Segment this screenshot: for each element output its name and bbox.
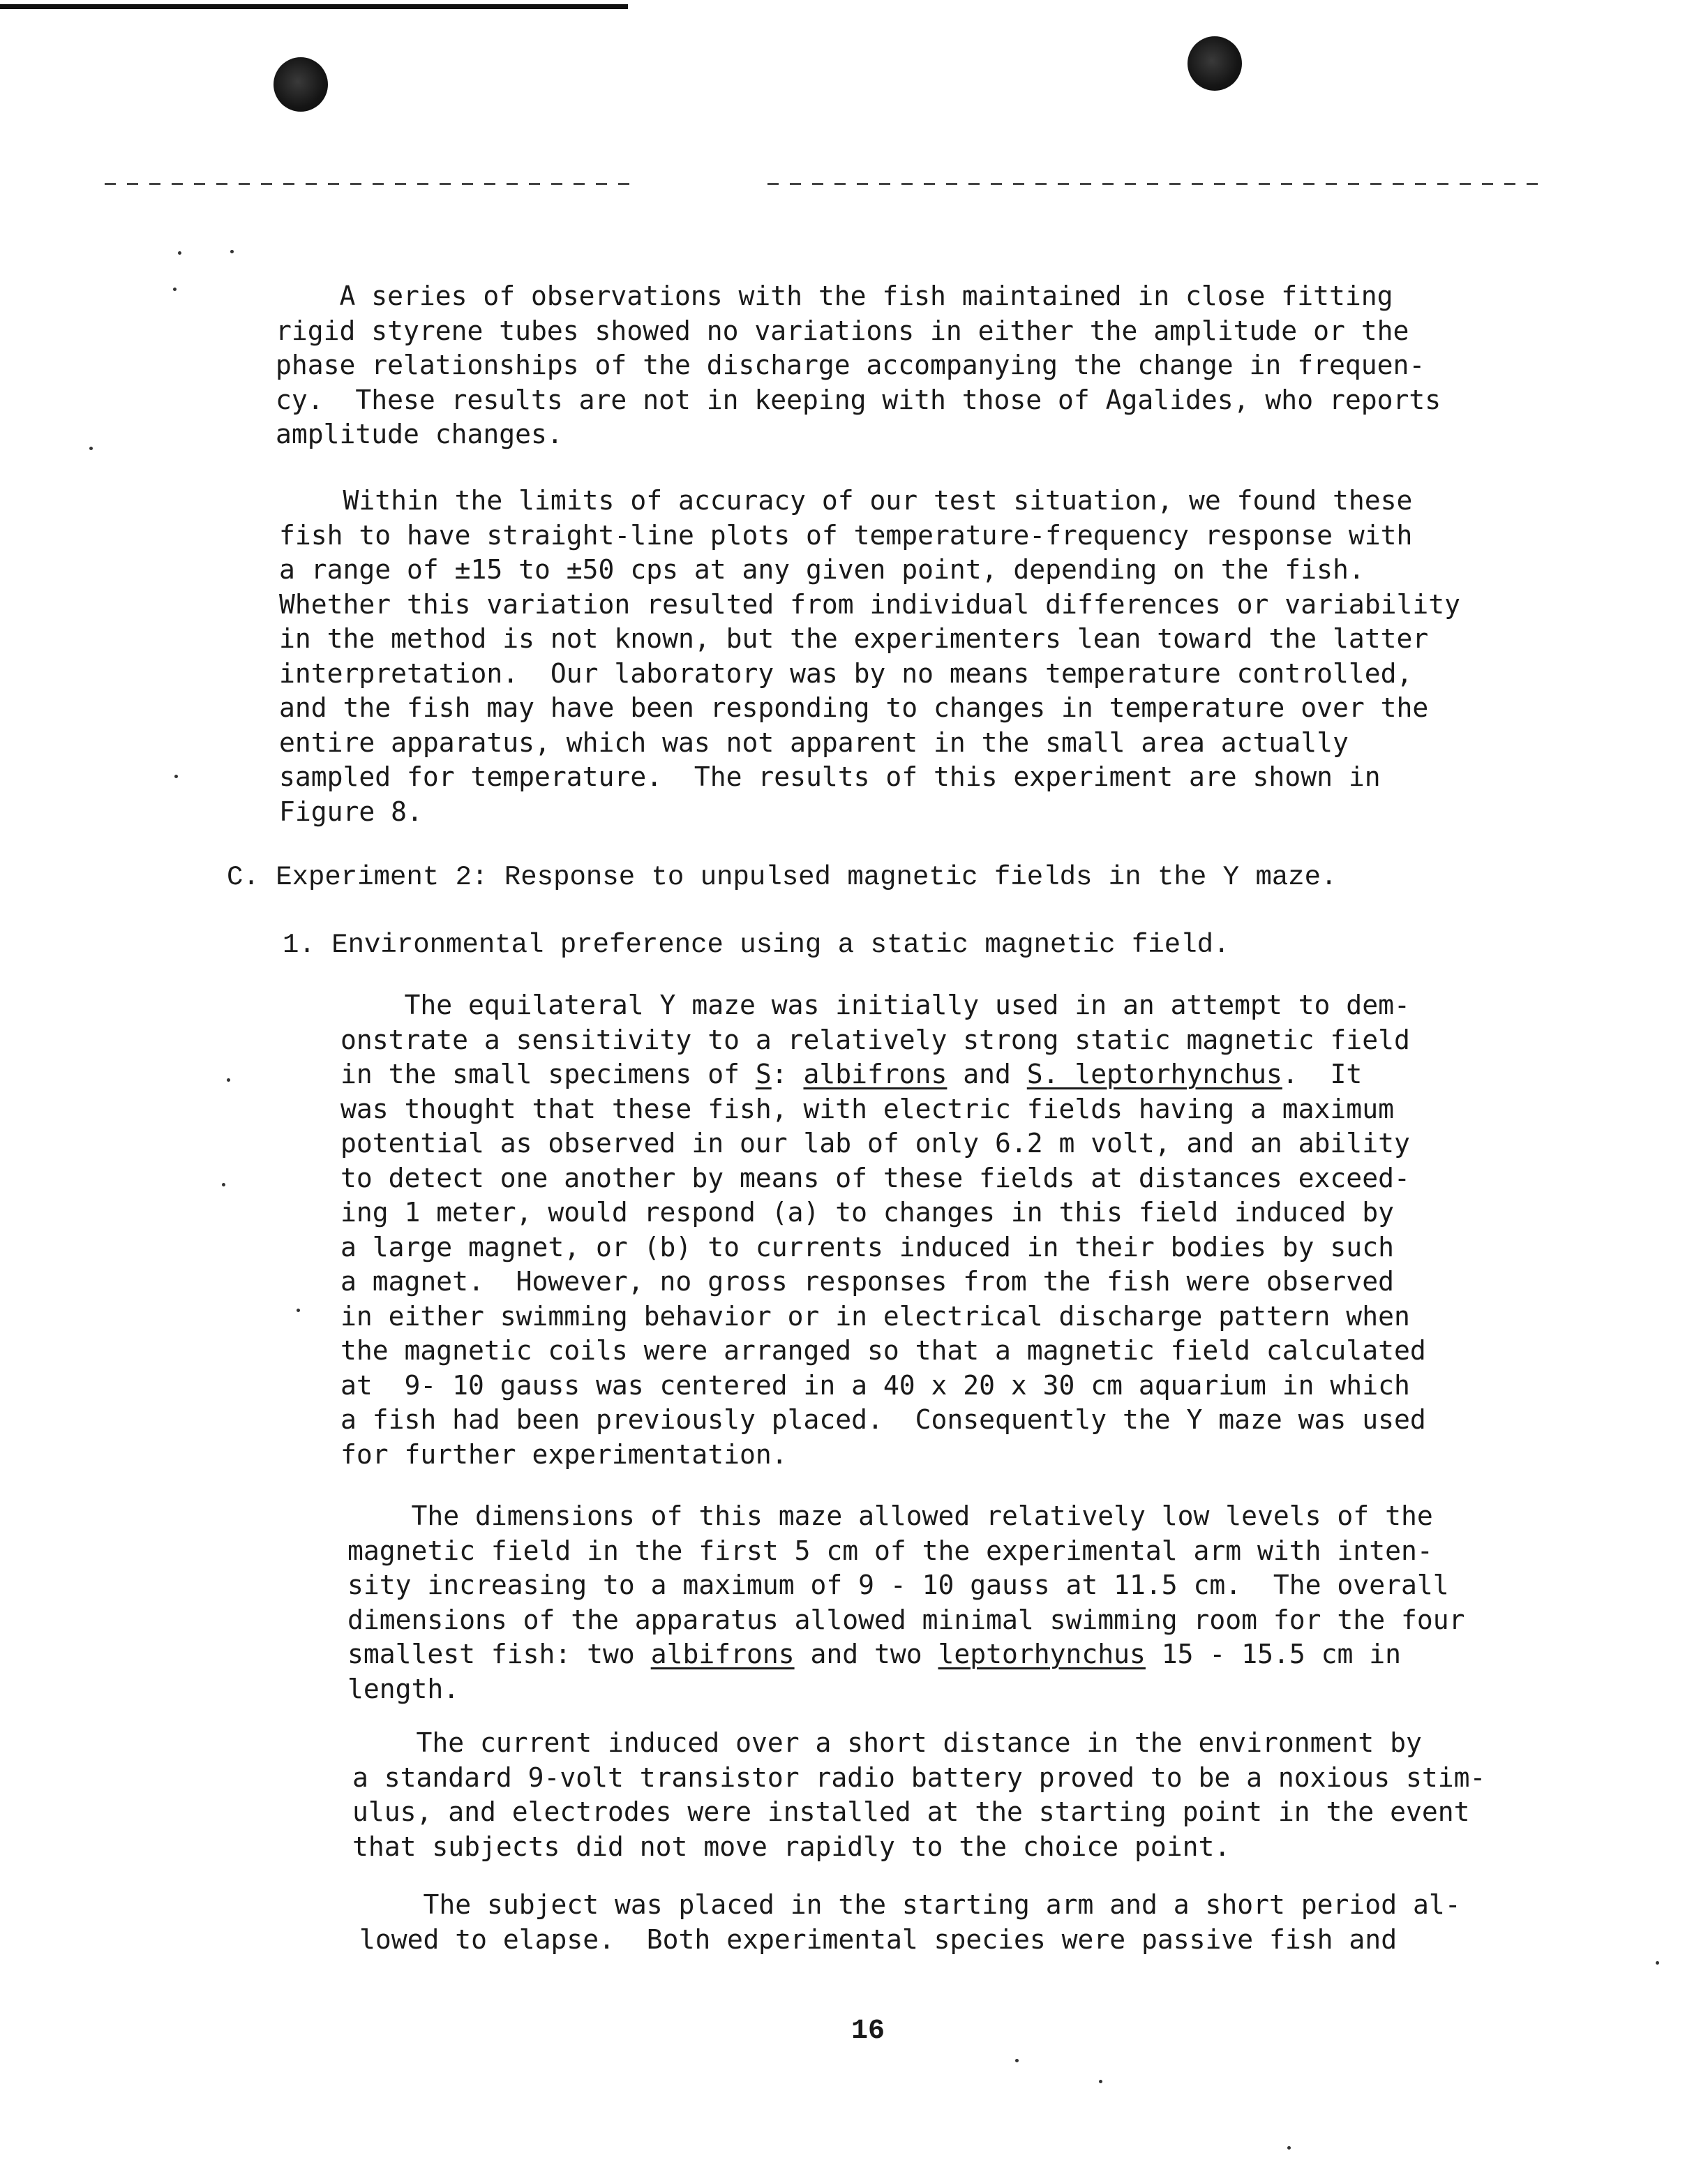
genus-abbrev: S xyxy=(755,1059,772,1089)
text-line: magnetic field in the first 5 cm of the experimental arm with inten- xyxy=(347,1535,1433,1566)
text-fragment: . It xyxy=(1282,1059,1363,1089)
top-rule xyxy=(0,4,628,9)
text-line: phase relationships of the discharge accompanying the change in frequen- xyxy=(276,350,1425,380)
paragraph-observations xyxy=(276,279,1441,452)
text-line: The equilateral Y maze was initially used in an attempt to dem- xyxy=(340,990,1410,1020)
text-line: ing 1 meter, would respond (a) to changes in this field induced by xyxy=(340,1197,1394,1228)
text-line: Whether this variation resulted from individual differences or variability xyxy=(279,588,1460,620)
text-line: in either swimming behavior or in electrical discharge pattern when xyxy=(340,1300,1410,1332)
text-line: a standard 9-volt transistor radio battery proved to be a noxious stim- xyxy=(352,1762,1486,1793)
paragraph-procedure xyxy=(359,1888,1461,1957)
text-line: Within the limits of accuracy of our test situation, we found these xyxy=(279,485,1413,516)
text-fragment: 15 - 15.5 cm in xyxy=(1145,1639,1401,1669)
text-line: ulus, and electrodes were installed at the starting point in the event xyxy=(352,1796,1470,1827)
text-line: in the method is not known, but the experimenters lean toward the latter xyxy=(279,623,1429,654)
species-name: albifrons xyxy=(650,1639,795,1669)
page-number: 16 xyxy=(851,2016,885,2047)
section-heading: C. Experiment 2: Response to unpulsed magnetic fields in the Y maze. xyxy=(227,862,1338,893)
paragraph-dimensions xyxy=(347,1499,1464,1706)
text-fragment: in the small specimens of xyxy=(340,1059,756,1089)
paragraph-y-maze xyxy=(340,988,1426,1472)
text-line: lowed to elapse. Both experimental species were passive fish and xyxy=(359,1923,1398,1955)
text-line: A series of observations with the fish maintained in close fitting xyxy=(276,281,1393,311)
text-line: a magnet. However, no gross responses from the fish were observed xyxy=(340,1266,1394,1297)
text-line: entire apparatus, which was not apparent in the small area actually xyxy=(279,727,1349,758)
scan-speck xyxy=(1015,2059,1019,2062)
text-line: onstrate a sensitivity to a relatively strong static magnetic field xyxy=(340,1024,1410,1055)
text-fragment: and two xyxy=(794,1639,938,1669)
paragraph-battery xyxy=(352,1726,1485,1864)
text-line: a fish had been previously placed. Consequently the Y maze was used xyxy=(340,1404,1426,1435)
scan-speck xyxy=(174,775,178,778)
species-name: albifrons xyxy=(803,1059,947,1089)
text-line: in the small specimens of S: albifrons and S. leptorhynchus. It xyxy=(340,1059,1363,1089)
text-line: sity increasing to a maximum of 9 - 10 gauss at 11.5 cm. The overall xyxy=(347,1570,1449,1600)
text-line: a large magnet, or (b) to currents induced in their bodies by such xyxy=(340,1231,1394,1263)
text-line: The subject was placed in the starting arm and a short period al- xyxy=(359,1889,1461,1920)
scan-speck xyxy=(230,250,234,253)
subsection-heading: 1. Environmental preference using a static magnetic field. xyxy=(283,930,1230,960)
text-line: rigid styrene tubes showed no variations in either the amplitude or the xyxy=(276,315,1409,346)
species-name: leptorhynchus xyxy=(938,1639,1146,1669)
text-line: interpretation. Our laboratory was by no means temperature controlled, xyxy=(279,657,1413,689)
scan-speck xyxy=(1099,2080,1102,2083)
scan-speck xyxy=(173,288,177,291)
punch-hole-left xyxy=(274,57,328,112)
text-line: fish to have straight-line plots of temperature-frequency response with xyxy=(279,519,1413,551)
scan-speck xyxy=(1656,1961,1659,1965)
text-line: dimensions of the apparatus allowed minimal swimming room for the four xyxy=(347,1604,1465,1635)
text-line: The current induced over a short distance in the environment by xyxy=(352,1727,1422,1758)
scan-dash-line-right xyxy=(767,183,1542,185)
scan-speck xyxy=(178,251,181,255)
text-line: at 9- 10 gauss was centered in a 40 x 20 x 30 cm aquarium in which xyxy=(340,1369,1410,1401)
text-line: sampled for temperature. The results of this experiment are shown in xyxy=(279,761,1381,792)
scan-speck xyxy=(1287,2146,1291,2150)
text-line: for further experimentation. xyxy=(340,1438,788,1470)
species-name: S. leptorhynchus xyxy=(1026,1059,1282,1089)
scan-speck xyxy=(297,1309,300,1312)
paragraph-temperature xyxy=(279,484,1460,829)
scan-speck xyxy=(222,1183,225,1186)
text-fragment: and xyxy=(947,1059,1027,1089)
text-fragment: smallest fish: two xyxy=(347,1639,651,1669)
scan-dash-line-left xyxy=(105,183,635,185)
text-line: potential as observed in our lab of only 6.2 m volt, and an ability xyxy=(340,1128,1410,1159)
scan-speck xyxy=(89,447,93,450)
scan-speck xyxy=(227,1078,230,1082)
text-line: that subjects did not move rapidly to the choice point. xyxy=(352,1831,1231,1862)
text-line: the magnetic coils were arranged so that a magnetic field calculated xyxy=(340,1335,1426,1366)
text-line: to detect one another by means of these fields at distances exceed- xyxy=(340,1162,1410,1193)
text-line: amplitude changes. xyxy=(276,419,563,449)
text-line: was thought that these fish, with electric fields having a maximum xyxy=(340,1093,1394,1124)
punch-hole-right xyxy=(1188,36,1242,91)
text-line: a range of ±15 to ±50 cps at any given point, depending on the fish. xyxy=(279,554,1365,585)
text-line: length. xyxy=(347,1673,460,1704)
text-line: cy. These results are not in keeping with those of Agalides, who reports xyxy=(276,384,1441,415)
text-line: Figure 8. xyxy=(279,796,423,827)
text-line xyxy=(347,1639,1401,1669)
text-line: The dimensions of this maze allowed relatively low levels of the xyxy=(347,1501,1433,1531)
text-line: and the fish may have been responding to changes in temperature over the xyxy=(279,692,1429,723)
